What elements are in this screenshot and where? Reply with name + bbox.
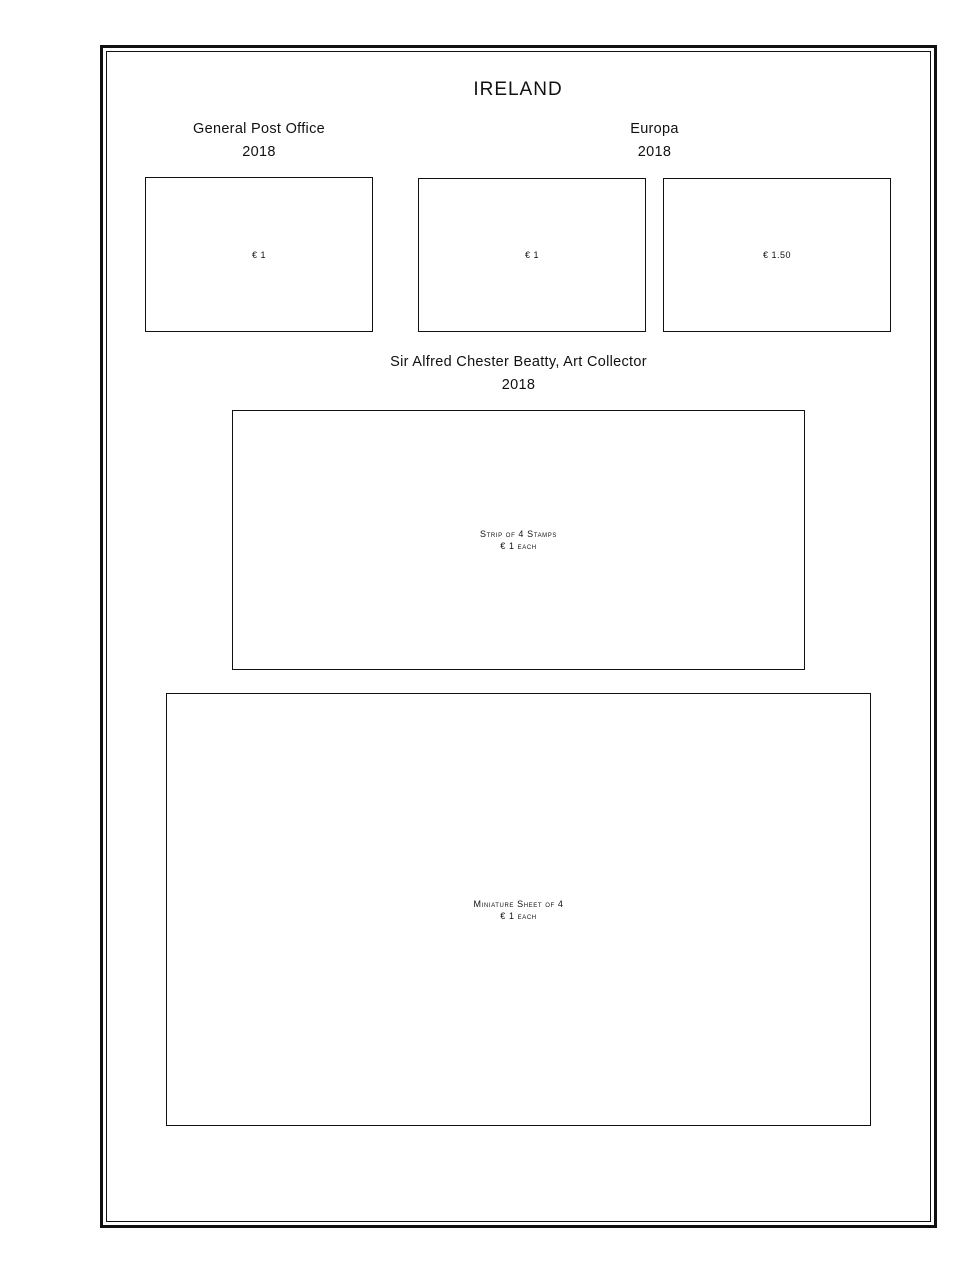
gpo-title: General Post Office: [193, 121, 325, 137]
page-title: IRELAND: [473, 79, 563, 100]
europa-stamp-box-1: [418, 178, 646, 332]
gpo-stamp-box: [145, 177, 373, 332]
europa-stamp-box-2: [663, 178, 891, 332]
strip-caption-line1: Strip of 4 Stamps: [480, 529, 557, 539]
sheet-caption-line1: Miniature Sheet of 4: [473, 898, 564, 909]
europa-heading: [418, 118, 891, 164]
sheet-caption: [474, 898, 564, 922]
gpo-year: 2018: [242, 144, 276, 160]
beatty-year: 2018: [501, 377, 536, 393]
stamp-value: € 1.50: [762, 250, 792, 260]
stamp-value: € 1: [524, 250, 539, 260]
europa-title: Europa: [630, 121, 679, 137]
strip-caption-line2: € 1 each: [500, 541, 537, 551]
beatty-title: Sir Alfred Chester Beatty, Art Collector: [390, 354, 647, 370]
strip-caption: [480, 528, 557, 552]
beatty-heading: [232, 351, 805, 397]
miniature-sheet-box: [166, 693, 871, 1126]
stamp-value: € 1: [251, 249, 266, 260]
strip-stamp-box: [232, 410, 805, 670]
gpo-heading: [145, 118, 373, 164]
europa-year: 2018: [637, 144, 672, 160]
sheet-caption-line2: € 1 each: [500, 910, 537, 921]
